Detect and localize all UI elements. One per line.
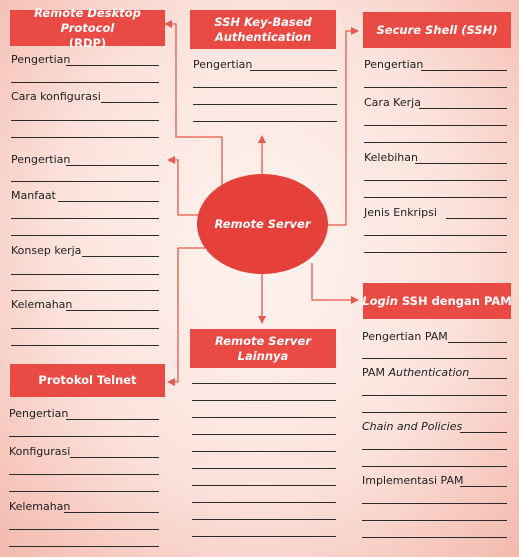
left-line [11,181,159,182]
left-label-konsep-kerja: Konsep kerja [11,244,82,257]
other-line [192,519,336,520]
pam-label-chain-policies: Chain and Policies [362,420,463,433]
ssh-key-line [193,121,337,122]
left-line [66,165,159,166]
arrow-to-ssh [326,31,357,225]
ssh-line [364,235,507,236]
pam-label-pengertian: Pengertian PAM [362,330,448,343]
telnet-label-pengertian: Pengertian [9,407,69,420]
other-line [192,400,336,401]
telnet-line [9,546,159,547]
telnet-line [70,457,159,458]
telnet-line [9,436,159,437]
ssh-line [364,252,507,253]
left-label-manfaat: Manfaat [11,189,56,202]
pam-header [363,283,511,319]
pam-title-italic: Login [362,293,398,308]
ssh-key-line [193,104,337,105]
left-line [11,274,159,275]
ssh-label-kelebihan: Kelebihan [364,151,418,164]
rdp-line [11,82,159,83]
ssh-label-pengertian: Pengertian [364,58,424,71]
pam-line [362,358,507,359]
telnet-label-konfigurasi: Konfigurasi [9,445,71,458]
ssh-line [419,108,507,109]
telnet-line [9,474,159,475]
telnet-label-kelemahan: Kelemahan [9,500,71,513]
left-line [66,310,159,311]
pam-label-authentication-italic: Authentication [388,366,470,379]
rdp-title-line2: (RDP) [68,35,107,50]
ssh-label-cara-kerja: Cara Kerja [364,96,421,109]
pam-line [362,520,507,521]
arrow-to-pam [312,263,357,300]
remote-server-node [197,174,328,274]
pam-label-authentication-plain: PAM [362,366,389,379]
ssh-key-header [190,10,336,49]
rdp-label-cara-konfigurasi: Cara konfigurasi [11,90,101,103]
ssh-line [364,142,507,143]
rdp-line [11,120,159,121]
left-label-pengertian: Pengertian [11,153,71,166]
left-line [82,256,159,257]
arrow-to-left-box [169,160,200,215]
rdp-header [10,5,165,50]
pam-line [468,378,507,379]
other-line [192,451,336,452]
telnet-line [64,512,159,513]
other-line [192,485,336,486]
telnet-title: Protokol Telnet [38,373,137,387]
other-line [192,536,336,537]
ssh-key-title-line2: Authentication [214,29,312,44]
left-line [11,218,159,219]
ssh-line [446,218,507,219]
ssh-line [364,180,507,181]
remote-server-label: Remote Server [214,217,311,231]
telnet-line [9,491,159,492]
left-line [11,290,159,291]
ssh-header [363,12,511,48]
other-line [192,383,336,384]
rdp-title-line1: Remote Desktop Protocol [34,5,141,35]
ssh-line [364,125,507,126]
pam-label-authentication [362,366,469,379]
other-header [190,329,336,368]
telnet-line [9,529,159,530]
ssh-key-line [250,70,337,71]
other-title: Remote Server Lainnya [215,333,311,363]
ssh-line [364,197,507,198]
pam-line [362,412,507,413]
pam-line [448,342,507,343]
pam-line [362,537,507,538]
other-line [192,468,336,469]
ssh-line [364,87,507,88]
pam-title-rest: SSH dengan PAM [397,293,512,308]
ssh-key-label-pengertian: Pengertian [193,58,253,71]
other-line [192,434,336,435]
rdp-line [101,102,159,103]
pam-line [460,432,507,433]
pam-line [362,395,507,396]
ssh-key-line [193,87,337,88]
rdp-line [11,137,159,138]
rdp-line [66,65,159,66]
ssh-label-jenis-enkripsi: Jenis Enkripsi [364,206,437,219]
ssh-line [421,70,507,71]
telnet-header [10,364,165,397]
other-line [192,502,336,503]
pam-line [362,466,507,467]
left-line [58,201,159,202]
telnet-line [66,419,159,420]
rdp-label-pengertian: Pengertian [11,53,71,66]
pam-line [460,486,507,487]
pam-line [362,503,507,504]
ssh-line [415,163,507,164]
ssh-key-title-line1: SSH Key-Based [214,14,312,29]
pam-label-implementasi: Implementasi PAM [362,474,464,487]
other-line [192,417,336,418]
left-label-kelemahan: Kelemahan [11,298,73,311]
left-line [11,345,159,346]
left-line [11,328,159,329]
ssh-title: Secure Shell (SSH) [376,22,498,37]
left-line [11,235,159,236]
pam-line [362,449,507,450]
